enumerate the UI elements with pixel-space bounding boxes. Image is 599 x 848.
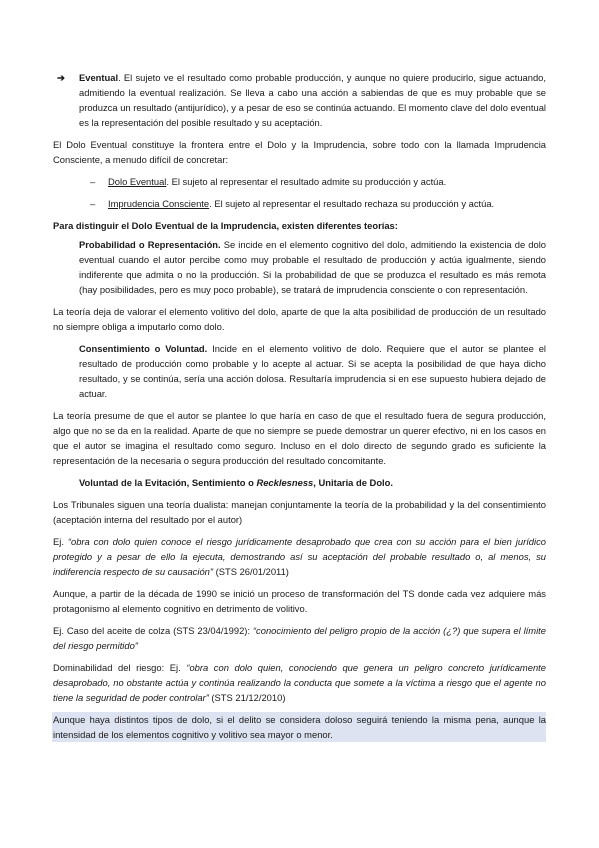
term-consentimiento: Consentimiento o Voluntad. <box>79 343 208 354</box>
term-eventual: Eventual <box>79 72 119 83</box>
paragraph-probabilidad <box>53 237 546 297</box>
paragraph-critica-probabilidad: La teoría deja de valorar el elemento volitivo del dolo, aparte de que la alta posibilidad de producción de un resultado no siempre obliga a imputarlo como dolo. <box>53 306 546 332</box>
paragraph-transformacion-ts: Aunque, a partir de la década de 1990 se inició un proceso de transformación del TS donde cada vez adquiere más protagonismo al elemento cognitivo en detrimento de volitivo. <box>53 588 546 614</box>
paragraph-frontera: El Dolo Eventual constituye la frontera entre el Dolo y la Imprudencia, sobre todo con la llamada Imprudencia Consciente, a menudo difícil de concretar: <box>53 139 546 165</box>
heading-teorias: Para distinguir el Dolo Eventual de la Imprudencia, existen diferentes teorías: <box>53 220 398 231</box>
text-eventual: . El sujeto ve el resultado como probable producción, y aunque no quiere producirlo, sigue actuando, admitiendo la eventual realización. Se lleva a cabo una acción a sabiendas de que es muy probable que se produzca un resultado (antijurídico), y a pesar de eso se continúa actuando. El momento clave del dolo eventual es la representación del posible resultado y su aceptación. <box>79 72 546 128</box>
dash-bullet-icon: – <box>90 176 96 187</box>
paragraph-tribunales: Los Tribunales siguen una teoría dualista: manejan conjuntamente la teoría de la probabilidad y la del consentimiento (aceptación interna del resultado por el autor) <box>53 499 546 525</box>
paragraph-critica-consentimiento: La teoría presume de que el autor se plantee lo que haría en caso de que el resultado fuera de segura producción, algo que no se da en la realidad. Aparte de que no siempre se puede demostrar un querer efectivo, ni en los casos en que el autor se imagina el resultado como seguro. Incluso en el dolo directo de segundo grado es suficiente la representación de la necesaria o segura producción del resultado concomitante. <box>53 410 546 466</box>
paragraph-consentimiento <box>53 341 546 401</box>
text-probabilidad: Se incide en el elemento cognitivo del dolo, admitiendo la existencia de dolo eventual cuando el autor percibe como muy probable el resultado de producción y actúa igualmente, siendo indiferente que admita o no la producción. Si la probabilidad de que se produzca el resultado es más remota (hay posibilidades, pero es muy poco probable), se tratará de imprudencia consciente o con representación. <box>79 239 546 295</box>
term-dolo-eventual: Dolo Eventual <box>108 176 167 187</box>
paragraph-eventual <box>53 70 546 130</box>
highlighted-paragraph: Aunque haya distintos tipos de dolo, si el delito se considera doloso seguirá teniendo la misma pena, aunque la intensidad de los elementos cognitivo y volitivo sea mayor o menor. <box>53 714 546 740</box>
text-imprudencia-consciente: . El sujeto al representar el resultado rechaza su producción y actúa. <box>209 198 495 209</box>
term-probabilidad: Probabilidad o Representación. <box>79 239 221 250</box>
paragraph-dominabilidad: Dominabilidad del riesgo: Ej. “obra con dolo quien, conociendo que genera un peligro concreto jurídicamente desaprobado, no obstante actúa y continúa realizando la conducta que somete a la víctima a riesgo que el agente no tiene la seguridad de poder controlar” (STS 21/12/2010) <box>53 662 546 703</box>
text-dolo-eventual: . El sujeto al representar el resultado admite su producción y actúa. <box>166 176 447 187</box>
text-consentimiento: Incide en el elemento volitivo de dolo. Requiere que el autor se plantee el resultado de producción como probable y lo acepte al actuar. Si se acepta la posibilidad de que haya dicho resultado, y se continúa, sería una acción dolosa. Resultaría imprudencia si en ese supuesto hubiera dejado de actuar. <box>79 343 546 399</box>
heading-voluntad-evitacion: Voluntad de la Evitación, Sentimiento o Recklesness, Unitaria de Dolo. <box>79 477 393 488</box>
arrow-bullet-icon: ➔ <box>57 72 65 83</box>
term-imprudencia-consciente: Imprudencia Consciente <box>108 198 210 209</box>
paragraph-ejemplo-sts-2011: Ej. “obra con dolo quien conoce el riesgo jurídicamente desaprobado que crea con su acción para el bien jurídico protegido y a pesar de ello la ejecuta, demostrando así su aceptación del probable resultado o, al menos, su indiferencia respecto de su causación” (STS 26/01/2011) <box>53 536 546 577</box>
paragraph-aceite-colza: Ej. Caso del aceite de colza (STS 23/04/1992): “conocimiento del peligro propio de la acción (¿?) que supera el límite del riesgo permitido” <box>53 625 546 651</box>
list-item-dolo-eventual <box>53 174 546 189</box>
list-item-imprudencia-consciente <box>53 196 546 211</box>
dash-bullet-icon: – <box>90 198 96 209</box>
